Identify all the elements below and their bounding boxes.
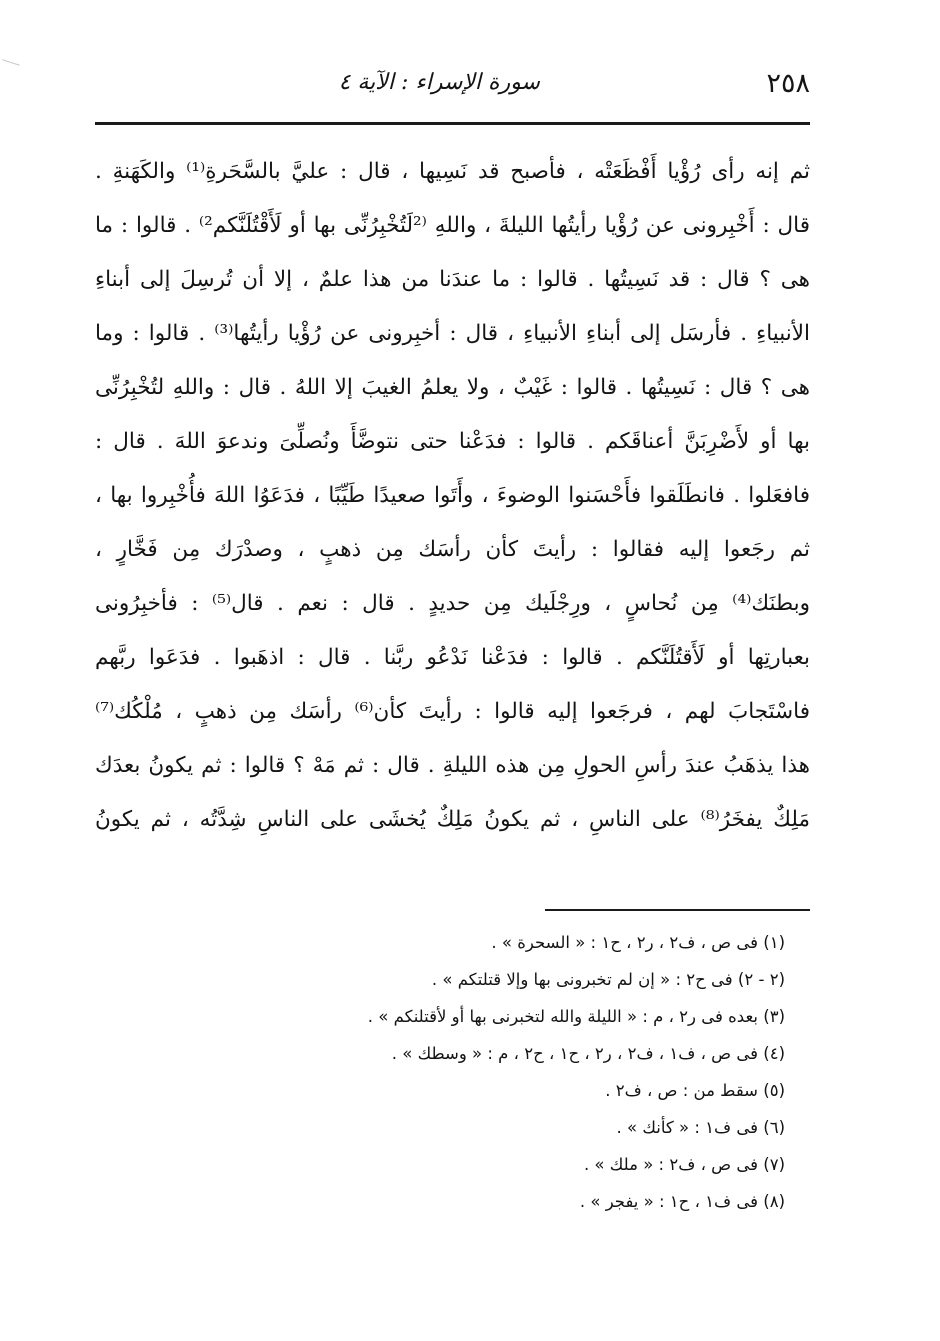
footnote-separator [545, 909, 810, 911]
body-line: ثم إنه رأى رُؤْيا أَفْظَعَتْه ، فأصبح قد نَسِيها ، قال : عليَّ بالسَّحَرةِ⁽¹⁾ والكَهَنةِ . [95, 159, 810, 184]
footnote: (٦) فى ف١ : « كأنك » . [616, 1118, 785, 1137]
body-line: فاسْتَجابَ لهم ، فرجَعوا إليه قالوا : رأيتَ كأن⁽⁶⁾ رأسَك مِن ذهبٍ ، مُلْكُك⁽⁷⁾ [95, 699, 810, 724]
page-number: ٢٥٨ [766, 68, 810, 99]
page-header [95, 64, 810, 108]
body-line: ثم رجَعوا إليه فقالوا : رأيتَ كأن رأسَك مِن ذهبٍ ، وصدْرَك مِن فَخَّارٍ ، [95, 537, 810, 562]
footnote: (٧) فى ص ، ف٢ : « ملك » . [583, 1155, 785, 1174]
body-line: هى ؟ قال : قد نَسِيتُها . قالوا : ما عندَنا من هذا علمٌ ، إلا أن تُرسِلَ إلى أبناءِ [95, 267, 810, 292]
scan-edge-mark [2, 59, 19, 66]
body-line: مَلِكٌ يفخَرُ⁽⁸⁾ على الناسِ ، ثم يكونُ مَلِكٌ يُخشَى على الناسِ شِدَّتُه ، ثم يكونُ [95, 807, 810, 832]
body-line: هذا يذهَبُ عندَ رأسِ الحولِ مِن هذه الليلةِ . قال : ثم مَهْ ؟ قالوا : ثم يكونُ بعدَك [95, 753, 810, 778]
footnote: (٨) فى ف١ ، ح١ : « يفجر » . [579, 1192, 785, 1211]
footnote: (٤) فى ص ، ف١ ، ف٢ ، ر٢ ، ح١ ، ح٢ ، م : « وسطك » . [391, 1044, 785, 1063]
header-rule [95, 122, 810, 125]
footnote: (١) فى ص ، ف٢ ، ر٢ ، ح١ : « السحرة » . [491, 933, 785, 952]
body-line: وبطنَك⁽⁴⁾ مِن نُحاسٍ ، ورِجْلَيك مِن حديدٍ . قال : نعم . قال⁽⁵⁾ : فأخبِرُونى [95, 591, 810, 616]
body-line: بعبارتِها أو لَأَقتُلَنَّكم . قالوا : فدَعْنا نَدْعُو ربَّنا . قال : اذهَبوا . فدَعَوا ربَّهم [95, 645, 810, 670]
footnote: (٢ - ٢) فى ح٢ : « إن لم تخبرونى بها وإلا قتلتكم » . [431, 970, 785, 989]
footnote: (٣) بعده فى ر٢ ، م : « الليلة والله لتخبرنى بها أو لأقتلنكم » . [367, 1007, 785, 1026]
body-text [95, 145, 810, 847]
footnotes [95, 924, 785, 1220]
footnote: (٥) سقط من : ص ، ف٢ . [605, 1081, 785, 1100]
body-line: هى ؟ قال : نَسِيتُها . قالوا : غَيْبٌ ، ولا يعلمُ الغيبَ إلا اللهُ . قال : واللهِ لتُخْبِرُنِّى [95, 375, 810, 400]
running-title: سورة الإسراء : الآية ٤ [338, 70, 540, 95]
body-line: قال : أَخْبِرونى عن رُؤْيا رأيتُها الليلةَ ، واللهِ ⁽²لَتُخْبِرُنِّى بها أو لَأَقْتُلَنَّكم²⁾ . قالوا : ما [95, 213, 810, 238]
body-line: فافعَلوا . فانطَلَقوا فأَحْسَنوا الوضوءَ ، وأَتَوا صعيدًا طَيِّبًا ، فدَعَوُا اللهَ فأُخْبِروا بها ، [95, 483, 810, 508]
body-line: الأنبياءِ . فأرسَل إلى أبناءِ الأنبياءِ ، قال : أخبِرونى عن رُؤْيا رأيتُها⁽³⁾ . قالوا : وما [95, 321, 810, 346]
body-line: بها أو لأَضْرِبَنَّ أعناقَكم . قالوا : فدَعْنا حتى نتوضَّأَ ونُصلِّىَ وندعوَ اللهَ . قال : [95, 429, 810, 454]
